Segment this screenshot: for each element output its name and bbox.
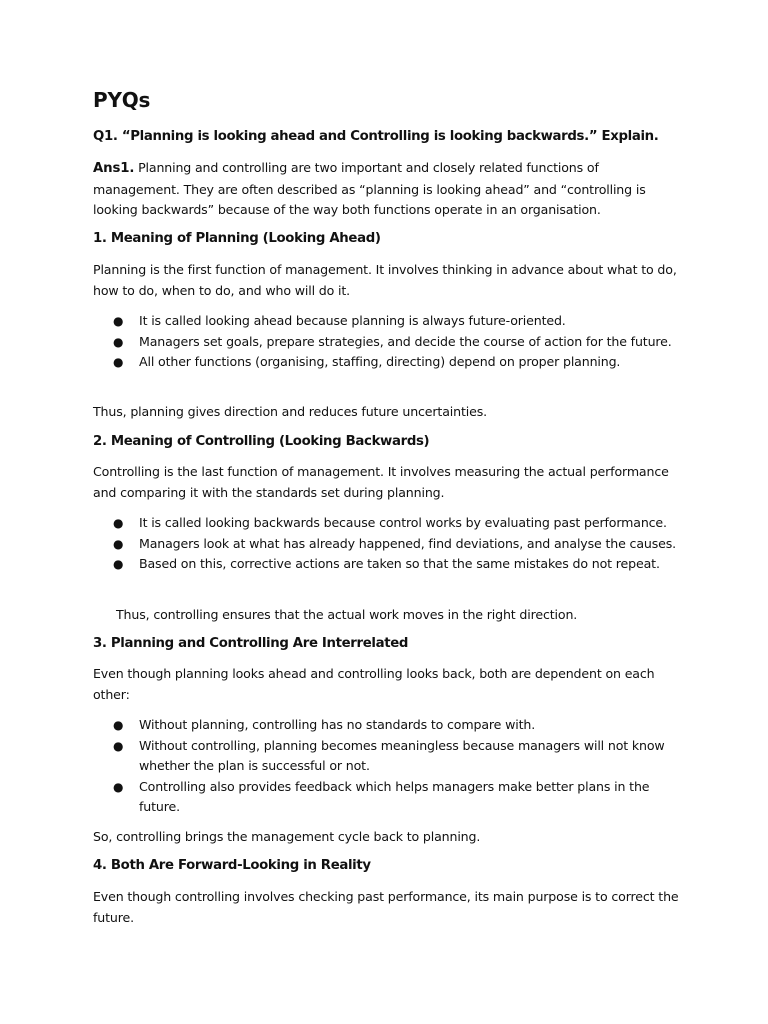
section-conclusion: Thus, controlling ensures that the actual work moves in the right direction.	[116, 607, 578, 622]
bullet-icon: ●	[113, 557, 124, 571]
section-intro: Even though controlling involves checking past performance, its main purpose is to correct the future.	[93, 889, 679, 925]
section-heading: 2. Meaning of Controlling (Looking Backwards)	[93, 434, 430, 449]
section-heading: 4. Both Are Forward-Looking in Reality	[93, 858, 371, 873]
answer-intro: Planning and controlling are two important and closely related functions of management. They are often described as “planning is looking ahead” and “controlling is looking backwards” because of the way both functions operate in an organisation.	[93, 160, 646, 217]
bullet-icon: ●	[113, 355, 124, 369]
section-intro: Controlling is the last function of management. It involves measuring the actual performance and comparing it with the standards set during planning.	[93, 464, 669, 500]
bullet-icon: ●	[113, 516, 124, 530]
bullet-icon: ●	[113, 536, 124, 551]
section-heading: 3. Planning and Controlling Are Interrelated	[93, 636, 409, 651]
bullet-icon: ●	[113, 779, 124, 794]
section-heading: 1. Meaning of Planning (Looking Ahead)	[93, 231, 381, 246]
bullet-list	[93, 513, 683, 575]
bullet-icon: ●	[113, 314, 124, 328]
list-item: ● Without planning, controlling has no standards to compare with.	[93, 715, 683, 736]
question-text: Q1. “Planning is looking ahead and Controlling is looking backwards.” Explain.	[93, 129, 659, 144]
page-title: PYQs	[93, 88, 151, 112]
section-conclusion: Thus, planning gives direction and reduces future uncertainties.	[93, 404, 487, 419]
list-item: ● It is called looking backwards because control works by evaluating past performance.	[93, 513, 683, 534]
bullet-list	[93, 715, 683, 818]
bullet-icon: ●	[113, 738, 124, 753]
section-intro: Planning is the first function of management. It involves thinking in advance about what to do, how to do, when to do, and who will do it.	[93, 262, 677, 298]
list-item: ● Based on this, corrective actions are taken so that the same mistakes do not repeat.	[93, 554, 683, 575]
answer-label: Ans1.	[93, 161, 135, 176]
list-item: ● All other functions (organising, staffing, directing) depend on proper planning.	[93, 352, 683, 373]
section-intro: Even though planning looks ahead and controlling looks back, both are dependent on each other:	[93, 666, 655, 702]
list-item: ● Without controlling, planning becomes meaningless because managers will not know whether the plan is successful or not.	[113, 737, 665, 773]
list-item: ● Controlling also provides feedback which helps managers make better plans in the future.	[113, 778, 650, 814]
list-item: ● Managers look at what has already happened, find deviations, and analyse the causes.	[93, 534, 683, 555]
bullet-list	[93, 311, 683, 373]
answer-paragraph	[93, 158, 683, 221]
bullet-icon: ●	[113, 718, 124, 732]
list-item: ● Managers set goals, prepare strategies, and decide the course of action for the future.	[93, 332, 683, 353]
section-conclusion: So, controlling brings the management cycle back to planning.	[93, 829, 481, 844]
bullet-icon: ●	[113, 334, 124, 349]
list-item: ● It is called looking ahead because planning is always future-oriented.	[93, 311, 683, 332]
